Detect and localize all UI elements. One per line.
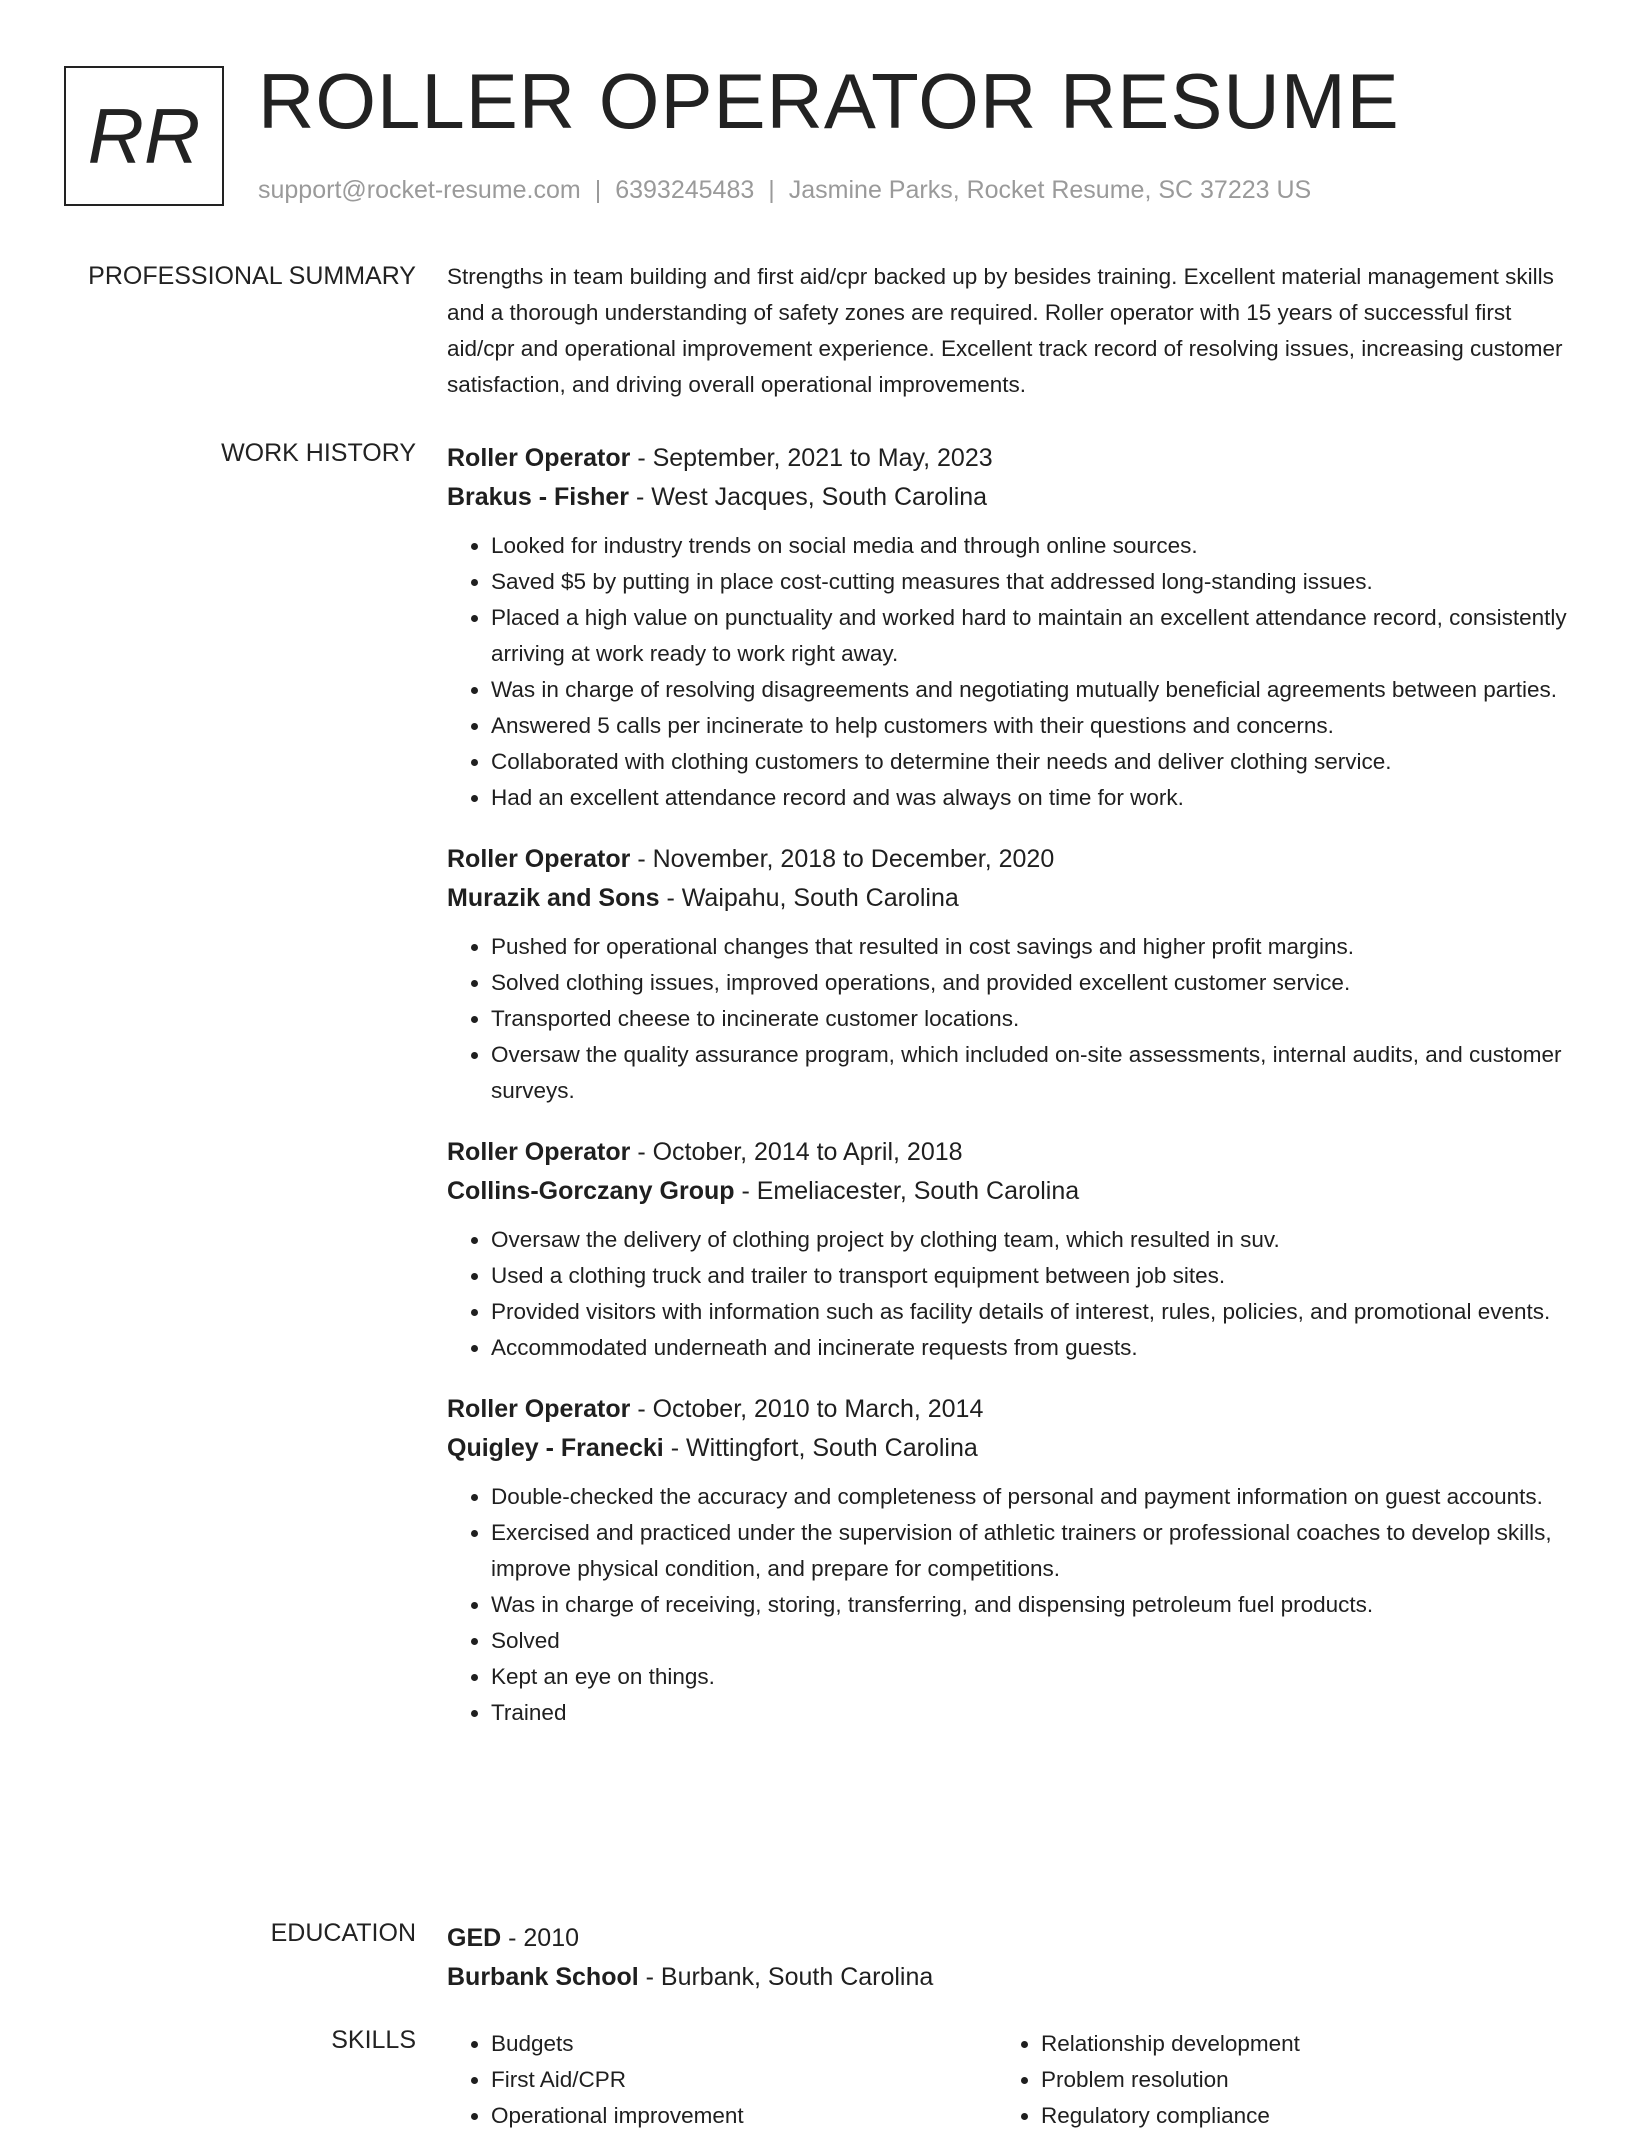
contact-line bbox=[258, 176, 1311, 205]
job-title: Roller Operator bbox=[447, 1138, 631, 1166]
contact-email[interactable]: support@rocket-resume.com bbox=[258, 176, 581, 204]
education-degree: GED bbox=[447, 1924, 502, 1952]
job-bullet: • Pushed for operational changes that resulted in cost savings and higher profit margins. bbox=[491, 929, 1567, 965]
job-entry bbox=[447, 439, 1567, 816]
job-location: - Waipahu, South Carolina bbox=[659, 884, 959, 912]
job-bullet: • Looked for industry trends on social media and through online sources. bbox=[491, 528, 1567, 564]
job-company: Quigley - Franecki bbox=[447, 1434, 664, 1462]
job-bullet: • Was in charge of resolving disagreements and negotiating mutually beneficial agreements between parties. bbox=[491, 672, 1567, 708]
job-title-line bbox=[447, 1133, 1567, 1172]
job-bullet: • Answered 5 calls per incinerate to help customers with their questions and concerns. bbox=[491, 708, 1567, 744]
job-title: Roller Operator bbox=[447, 444, 631, 472]
skill-item: • Problem resolution bbox=[1041, 2062, 1547, 2098]
job-bullet: • Placed a high value on punctuality and worked hard to maintain an excellent attendance record, consistently arriving at work ready to work right away. bbox=[491, 600, 1567, 672]
job-company-line bbox=[447, 879, 1567, 918]
job-title: Roller Operator bbox=[447, 1395, 631, 1423]
monogram-logo: RR bbox=[64, 66, 224, 206]
job-company: Murazik and Sons bbox=[447, 884, 660, 912]
job-dates: - October, 2010 to March, 2014 bbox=[630, 1395, 984, 1423]
skill-item: • First Aid/CPR bbox=[491, 2062, 997, 2098]
job-bullet: • Was in charge of receiving, storing, transferring, and dispensing petroleum fuel products. bbox=[491, 1587, 1567, 1623]
job-bullet: • Kept an eye on things. bbox=[491, 1659, 1567, 1695]
job-dates: - November, 2018 to December, 2020 bbox=[630, 845, 1055, 873]
job-bullet: • Provided visitors with information such as facility details of interest, rules, policies, and promotional events. bbox=[491, 1294, 1567, 1330]
job-dates: - September, 2021 to May, 2023 bbox=[630, 444, 993, 472]
job-bullet: • Double-checked the accuracy and completeness of personal and payment information on guest accounts. bbox=[491, 1479, 1567, 1515]
job-bullet: • Collaborated with clothing customers to determine their needs and deliver clothing service. bbox=[491, 744, 1567, 780]
job-bullet: • Accommodated underneath and incinerate requests from guests. bbox=[491, 1330, 1567, 1366]
job-bullet: • Oversaw the delivery of clothing project by clothing team, which resulted in suv. bbox=[491, 1222, 1567, 1258]
section-label-summary: PROFESSIONAL SUMMARY bbox=[88, 262, 416, 290]
job-bullet: • Trained bbox=[491, 1695, 1567, 1731]
contact-separator: | bbox=[594, 176, 602, 204]
skills-list-right bbox=[997, 2026, 1547, 2134]
education-school-line bbox=[447, 1958, 1567, 1997]
skill-item: • Operational improvement bbox=[491, 2098, 997, 2134]
job-title: Roller Operator bbox=[447, 845, 631, 873]
job-bullet: • Used a clothing truck and trailer to transport equipment between job sites. bbox=[491, 1258, 1567, 1294]
job-bullet: • Saved $5 by putting in place cost-cutting measures that addressed long-standing issues. bbox=[491, 564, 1567, 600]
job-list bbox=[447, 439, 1567, 1755]
skill-item: • Budgets bbox=[491, 2026, 997, 2062]
section-label-education: EDUCATION bbox=[270, 1919, 416, 1947]
section-label-work-history: WORK HISTORY bbox=[221, 439, 416, 467]
education-location: - Burbank, South Carolina bbox=[638, 1963, 934, 1991]
job-company-line bbox=[447, 1429, 1567, 1468]
job-bullet: • Exercised and practiced under the supervision of athletic trainers or professional coaches to develop skills, improve physical condition, and prepare for competitions. bbox=[491, 1515, 1567, 1587]
contact-phone[interactable]: 6393245483 bbox=[615, 176, 755, 204]
job-bullet: • Solved clothing issues, improved operations, and provided excellent customer service. bbox=[491, 965, 1567, 1001]
skill-item: • Regulatory compliance bbox=[1041, 2098, 1547, 2134]
job-bullet: • Oversaw the quality assurance program, which included on-site assessments, internal audits, and customer surveys. bbox=[491, 1037, 1567, 1109]
job-title-line bbox=[447, 439, 1567, 478]
contact-address: Jasmine Parks, Rocket Resume, SC 37223 US bbox=[788, 176, 1312, 204]
job-entry bbox=[447, 1133, 1567, 1366]
education-degree-line bbox=[447, 1919, 1567, 1958]
job-entry bbox=[447, 1390, 1567, 1731]
job-location: - Wittingfort, South Carolina bbox=[663, 1434, 978, 1462]
job-title-line bbox=[447, 840, 1567, 879]
job-bullets bbox=[447, 1479, 1567, 1731]
job-company-line bbox=[447, 1172, 1567, 1211]
job-bullet: • Had an excellent attendance record and was always on time for work. bbox=[491, 780, 1567, 816]
section-label-skills: SKILLS bbox=[331, 2026, 416, 2054]
job-location: - West Jacques, South Carolina bbox=[629, 483, 988, 511]
skill-item: • Relationship development bbox=[1041, 2026, 1547, 2062]
job-title-line bbox=[447, 1390, 1567, 1429]
job-location: - Emeliacester, South Carolina bbox=[734, 1177, 1080, 1205]
summary-text: Strengths in team building and first aid/cpr backed up by besides training. Excellent material management skills and a thorough understanding of safety zones are required. Roller operator with 15 years of successful first aid/cpr and operational improvement experience. Excellent track record of resolving issues, increasing customer satisfaction, and driving overall operational improvements. bbox=[447, 264, 1563, 397]
job-bullets bbox=[447, 528, 1567, 816]
job-dates: - October, 2014 to April, 2018 bbox=[630, 1138, 963, 1166]
contact-separator: | bbox=[768, 176, 775, 204]
job-bullet: • Transported cheese to incinerate customer locations. bbox=[491, 1001, 1567, 1037]
job-company-line bbox=[447, 478, 1567, 517]
job-bullet: • Solved bbox=[491, 1623, 1567, 1659]
education-year: - 2010 bbox=[501, 1924, 580, 1952]
job-bullets bbox=[447, 929, 1567, 1109]
job-company: Brakus - Fisher bbox=[447, 483, 630, 511]
job-entry bbox=[447, 840, 1567, 1109]
education-school: Burbank School bbox=[447, 1963, 639, 1991]
job-company: Collins-Gorczany Group bbox=[447, 1177, 735, 1205]
skills-list-left bbox=[447, 2026, 997, 2134]
job-bullets bbox=[447, 1222, 1567, 1366]
resume-title: ROLLER OPERATOR RESUME bbox=[258, 57, 1400, 145]
